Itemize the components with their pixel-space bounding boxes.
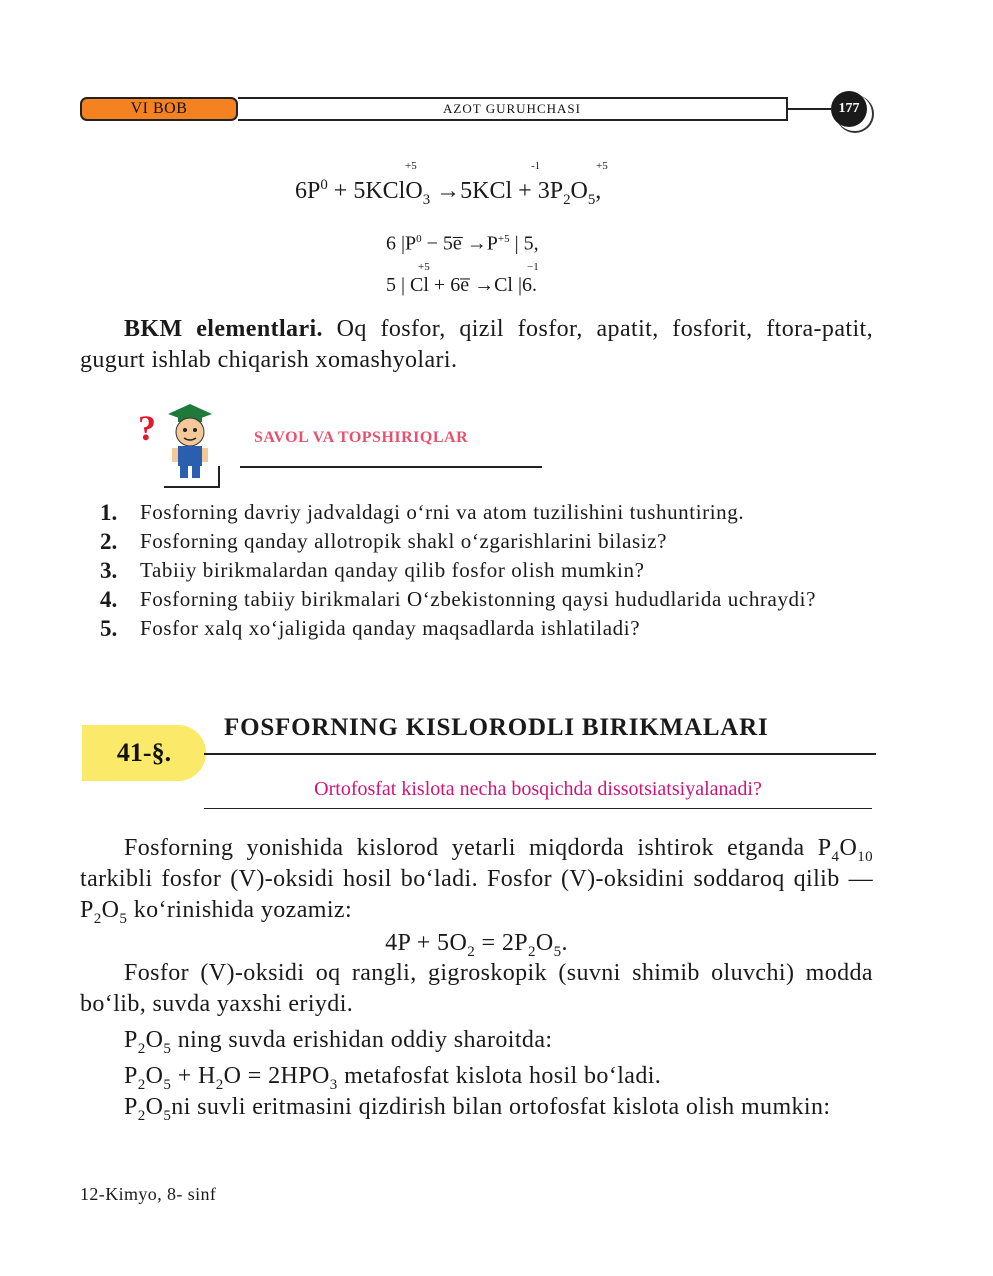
section-number-badge: 41-§. — [82, 725, 206, 781]
oxidation-state-cl-minus1: -1 — [531, 160, 541, 172]
section-question-rule — [204, 808, 872, 809]
electron-balance-line-2: 5 | Cl + 6e̅ →Cl |6. — [386, 274, 537, 296]
list-item: 4. Fosforning tabiiy birikmalari O‘zbekistonning qaysi hududlarida uchraydi? — [100, 587, 816, 612]
oxidation-state-line2-a: +5 — [418, 261, 430, 273]
header-divider — [787, 108, 831, 110]
questions-list — [100, 498, 875, 643]
questions-rule-step — [218, 466, 220, 486]
body-paragraph-3: $P_2O_5$ ning suvda erishidan oddiy sharoitda: — [124, 1027, 553, 1057]
page-footer: 12-Kimyo, 8- sinf — [80, 1184, 217, 1204]
questions-title: SAVOL VA TOPSHIRIQLAR — [254, 429, 469, 446]
svg-text:?: ? — [138, 408, 156, 448]
questions-rule-base — [164, 486, 220, 488]
questions-rule — [240, 466, 542, 468]
oxidation-state-line2-b: −1 — [527, 261, 539, 273]
chapter-tab: VI BOB — [80, 97, 238, 121]
section-title: FOSFORNING KISLORODLI BIRIKMALARI — [224, 714, 769, 741]
section-guiding-question: Ortofosfat kislota necha bosqichda dissotsiatsiyalanadi? — [314, 778, 762, 800]
bkm-label: BKM elementlari. — [124, 316, 323, 342]
body-paragraph-2: Fosfor (V)-oksidi oq rangli, gigroskopik (suvni shimib oluvchi) modda bo‘lib, suvda yaxshi eriydi. — [80, 960, 873, 1017]
oxidation-state-p-plus5: +5 — [596, 160, 608, 172]
bkm-paragraph: BKM elementlari. Oq fosfor, qizil fosfor, apatit, fosforit, ftora-patit, gugurt ishlab chiqarish xomashyolari. — [80, 316, 873, 373]
body-paragraph-1: Fosforning yonishida kislorod yetarli miqdorda ishtirok etganda $P_4O_{10}$ tarkibli fosfor (V)-oksidi hosil bo‘ladi. Fosfor (V)-oksidini soddaroq qilib — $P_2O_5$ ko‘rinishida yozamiz: — [80, 835, 873, 927]
section-title-rule — [204, 753, 876, 755]
electron-balance-line-1: 6 $|P^0$ − 5e̅ $\to P^{+5}$ | 5, — [386, 232, 539, 255]
oxidation-state-cl-plus5: +5 — [405, 160, 417, 172]
list-item: 3. Tabiiy birikmalardan qanday qilib fosfor olish mumkin? — [100, 558, 645, 583]
list-item: 2. Fosforning qanday allotropik shakl o‘zgarishlarini bilasiz? — [100, 529, 668, 554]
page-number: 177 — [831, 91, 867, 127]
body-paragraph-4: $P_2O_5 + H_2O = 2HPO_3$ metafosfat kislota hosil bo‘ladi. — [124, 1063, 662, 1093]
list-item: 1. Fosforning davriy jadvaldagi o‘rni va atom tuzilishini tushuntiring. — [100, 500, 745, 525]
list-item: 5. Fosfor xalq xo‘jaligida qanday maqsadlarda ishlatiladi? — [100, 616, 641, 641]
equation-p2o5-formation: $4P + 5O_2 = 2P_2O_5$. — [385, 930, 568, 960]
redox-equation: $6P^0$ + 5KClO$_3$ $\to 5KCl + 3P_2O_5$, — [295, 177, 602, 208]
student-question-icon — [138, 402, 218, 480]
body-paragraph-5: $P_2O_5ni$ suvli eritmasini qizdirish bilan ortofosfat kislota olish mumkin: — [124, 1094, 831, 1124]
running-header-title: AZOT GURUHCHASI — [238, 97, 788, 121]
